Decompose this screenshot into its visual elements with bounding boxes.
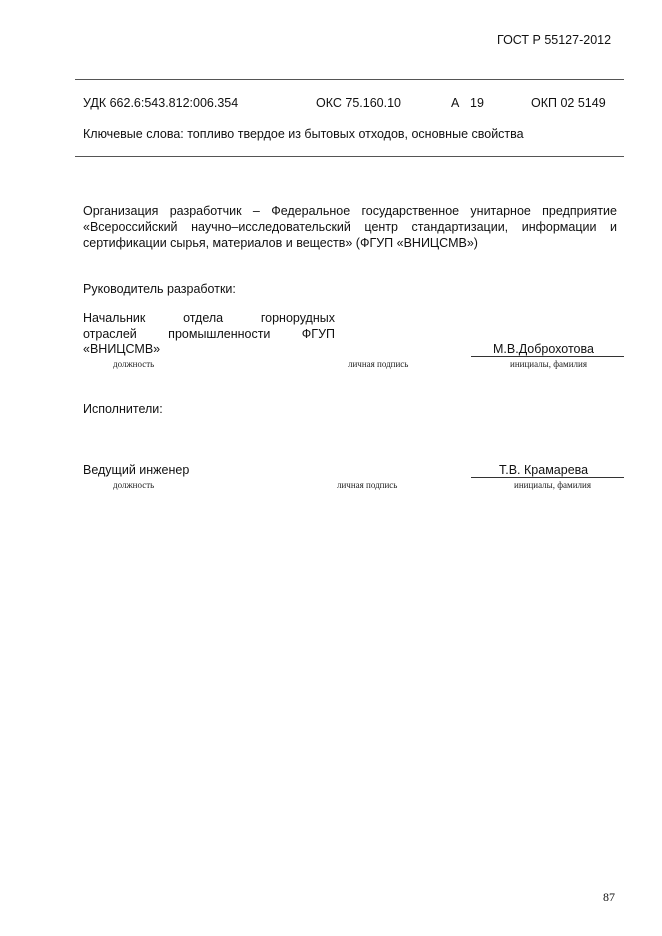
head-position-line-3: «ВНИЦСМВ» — [83, 342, 161, 356]
group-letter: А — [451, 96, 460, 110]
executor-caption-position: должность — [113, 480, 155, 490]
executor-caption-signature: личная подпись — [337, 480, 398, 490]
head-name-underline — [471, 356, 624, 357]
executor-caption-name: инициалы, фамилия — [514, 480, 591, 490]
udk-code: УДК 662.6:543.812:006.354 — [83, 96, 239, 110]
organization-line-1: Организация разработчик – Федеральное государственное унитарное предприятие — [83, 204, 617, 218]
oks-code: ОКС 75.160.10 — [316, 96, 401, 110]
keywords-rule — [75, 156, 624, 157]
head-name: М.В.Доброхотова — [493, 342, 594, 356]
head-position-line-2: отраслей промышленности ФГУП — [83, 327, 335, 341]
top-rule — [75, 79, 624, 80]
head-caption-signature: личная подпись — [348, 359, 409, 369]
keywords: Ключевые слова: топливо твердое из бытовых отходов, основные свойства — [83, 127, 524, 141]
head-position-line-1: Начальник отдела горнорудных — [83, 311, 335, 325]
page-number: 87 — [603, 890, 615, 904]
executor-name: Т.В. Крамарева — [499, 463, 589, 477]
organization-line-3: сертификации сырья, материалов и веществ» (ФГУП «ВНИЦСМВ») — [83, 236, 478, 250]
organization-line-2: «Всероссийский научно–исследовательский центр стандартизации, информации и — [83, 220, 617, 234]
standard-number: ГОСТ Р 55127-2012 — [497, 33, 612, 47]
head-caption-name: инициалы, фамилия — [510, 359, 587, 369]
executor-name-underline — [471, 477, 624, 478]
head-caption-position: должность — [113, 359, 155, 369]
executors-title: Исполнители: — [83, 402, 163, 416]
head-section-title: Руководитель разработки: — [83, 282, 236, 296]
okp-code: ОКП 02 5149 — [531, 96, 606, 110]
executor-position: Ведущий инженер — [83, 463, 190, 477]
group-number: 19 — [470, 96, 484, 110]
